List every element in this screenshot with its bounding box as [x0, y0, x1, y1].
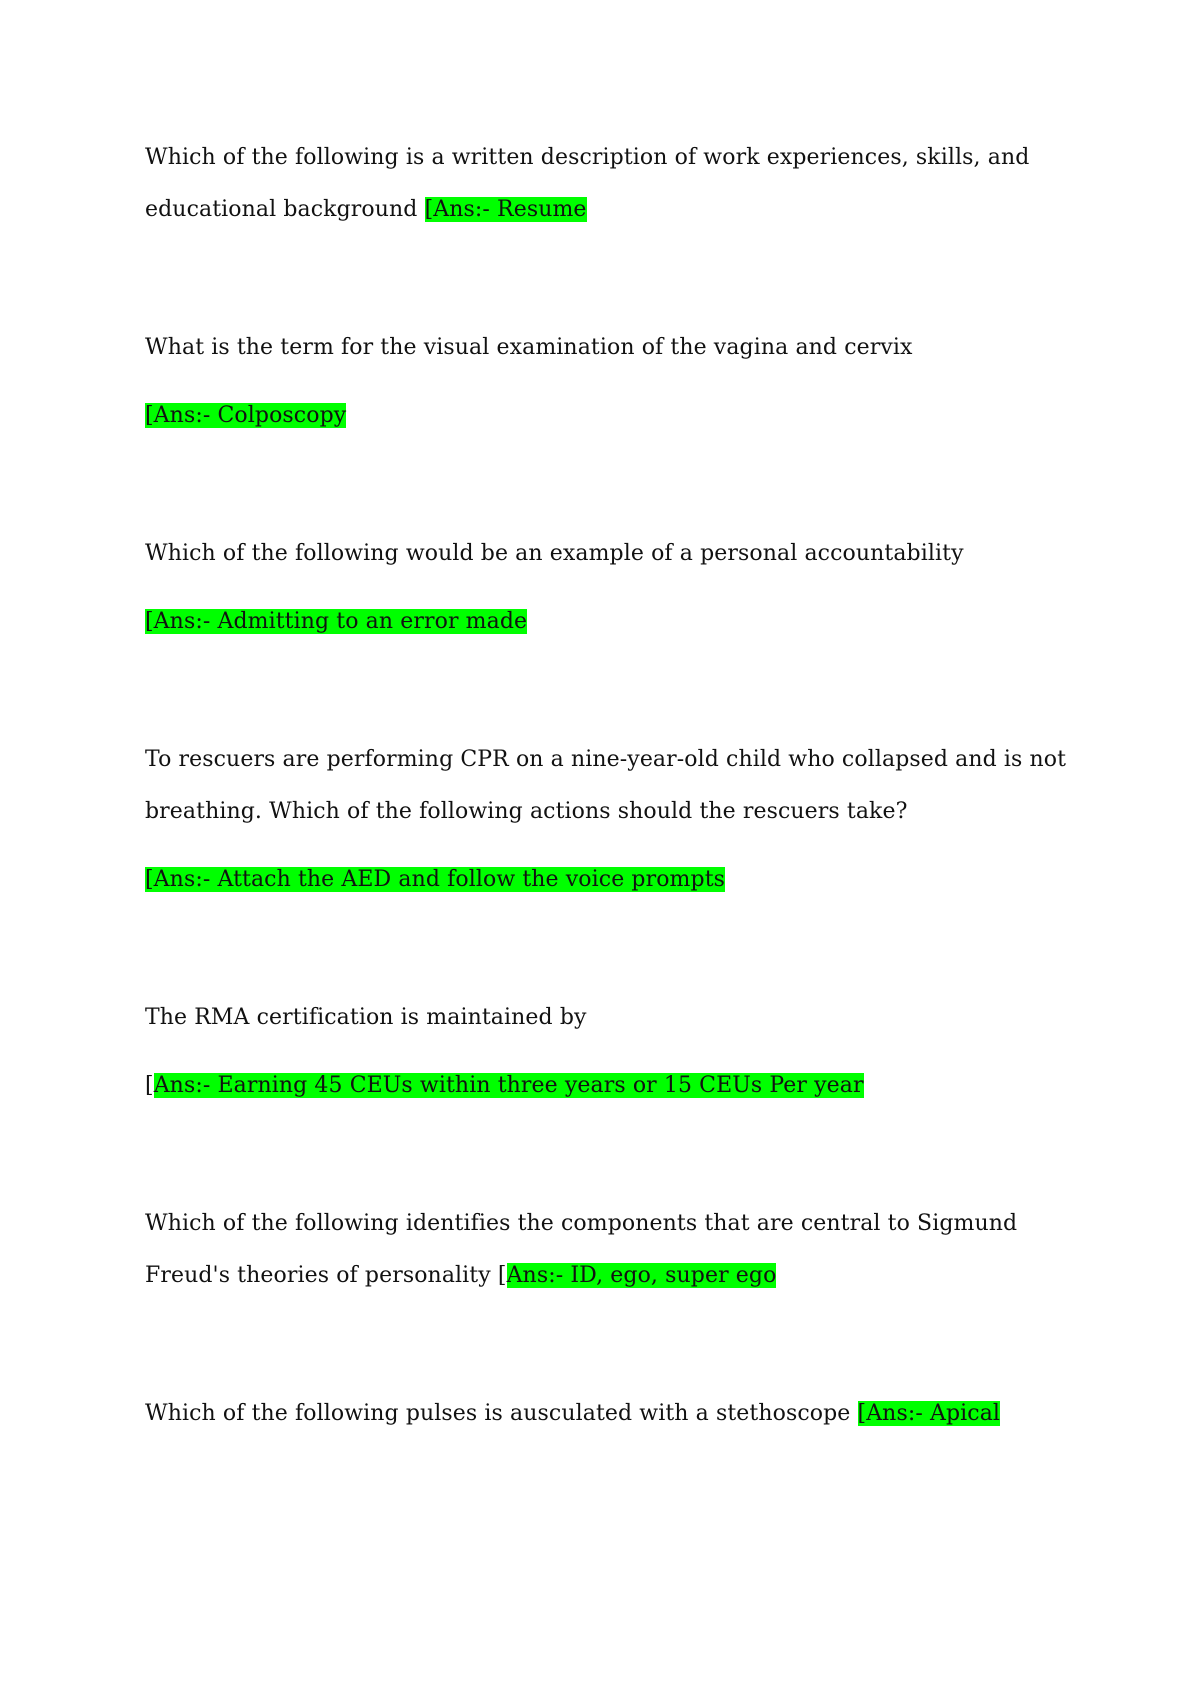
question-1-text: educational background [145, 197, 425, 222]
answer-5-prefix: [ [145, 1073, 154, 1098]
question-4-line-1: To rescuers are performing CPR on a nine-year-old child who collapsed and is not [145, 747, 1067, 772]
answer-4-line [145, 865, 725, 895]
question-2: What is the term for the visual examination of the vagina and cervix [145, 335, 913, 360]
question-7-line [145, 1399, 1000, 1429]
question-3: Which of the following would be an example of a personal accountability [145, 541, 964, 566]
answer-4: [Ans:- Attach the AED and follow the voice prompts [145, 867, 726, 892]
answer-1: [Ans:- Resume [424, 197, 587, 222]
question-1-line-1: Which of the following is a written description of work experiences, skills, and [145, 145, 1030, 170]
answer-3: [Ans:- Admitting to an error made [145, 609, 528, 634]
answer-3-line [145, 607, 527, 637]
answer-7: [Ans:- Apical [857, 1401, 1001, 1426]
answer-5: Ans:- Earning 45 CEUs within three years or 15 CEUs Per year [153, 1073, 864, 1098]
question-6-line-2 [145, 1261, 776, 1291]
question-4-line-2: breathing. Which of the following actions should the rescuers take? [145, 799, 908, 824]
question-7-text: Which of the following pulses is ausculated with a stethoscope [145, 1401, 858, 1426]
question-6-line-1: Which of the following identifies the components that are central to Sigmund [145, 1211, 1018, 1236]
answer-6: Ans:- ID, ego, super ego [506, 1263, 777, 1288]
answer-5-line [145, 1071, 864, 1101]
question-5: The RMA certification is maintained by [145, 1005, 587, 1030]
question-6-text: Freud's theories of personality [ [145, 1263, 507, 1288]
answer-2: [Ans:- Colposcopy [145, 403, 347, 428]
answer-2-line [145, 401, 346, 431]
question-1-line-2 [145, 195, 587, 225]
